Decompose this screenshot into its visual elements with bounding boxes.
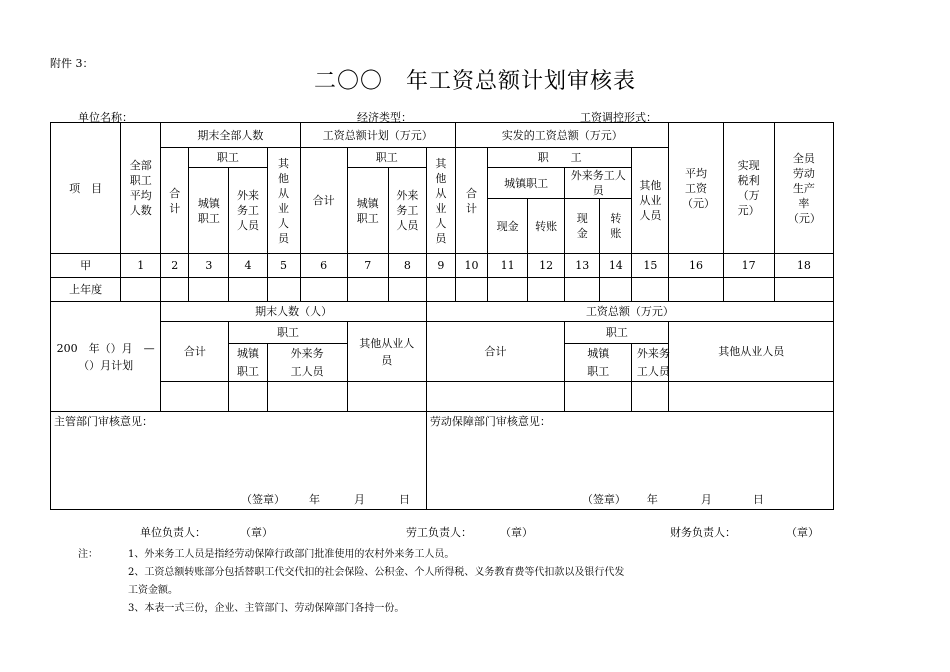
actual-other-header: 其他从业人员: [632, 148, 669, 254]
actual-migrant-cash-header: 现金: [565, 199, 600, 254]
labor-day: 日: [752, 493, 764, 506]
dept-month: 月: [354, 493, 365, 506]
index-cell: 1: [121, 254, 161, 278]
end-headcount-header: 期末全部人数: [161, 123, 300, 148]
finance-head-stamp: （章）: [786, 526, 819, 539]
index-cell: 6: [300, 254, 347, 278]
note-1: 1、外来务工人员是指经劳动保障行政部门批准使用的农村外来务工人员。: [128, 549, 455, 560]
plan-wage-migrant: 外来务工人员: [632, 344, 669, 382]
wage-control-label: 工资调控形式：: [580, 111, 657, 124]
labor-year: 年: [646, 493, 658, 506]
actual-staff-header: 职 工: [488, 148, 632, 168]
plan-headcount-urban: 城镇职工: [229, 344, 267, 382]
actual-urban-cash-header: 现金: [488, 199, 528, 254]
unit-name-label: 单位名称：: [78, 111, 133, 124]
dept-day: 日: [399, 493, 410, 506]
index-cell: 13: [565, 254, 600, 278]
index-cell: 8: [388, 254, 426, 278]
index-cell: 4: [229, 254, 267, 278]
index-cell: 7: [347, 254, 388, 278]
headcount-other-header: 其他从业人员: [267, 148, 300, 254]
actual-subtotal-header: 合计: [455, 148, 487, 254]
index-cell: 甲: [51, 254, 121, 278]
plan-wage-subtotal: 合计: [426, 322, 564, 382]
index-cell: 17: [723, 254, 774, 278]
dept-year: 年: [309, 493, 320, 506]
finance-head-label: 财务负责人：: [670, 526, 736, 539]
index-cell: 18: [774, 254, 833, 278]
actual-migrant-transfer-header: 转账: [600, 199, 632, 254]
productivity-header: 全员劳动生产率（元）: [774, 123, 833, 254]
index-cell: 16: [669, 254, 723, 278]
labor-opinion-label: 劳动保障部门审核意见：: [429, 415, 551, 428]
prev-year-label: 上年度: [51, 278, 121, 302]
plan-headcount-subtotal: 合计: [161, 322, 229, 382]
dept-seal: （签章）: [241, 493, 285, 506]
plan-migrant-header: 外来务工人员: [388, 168, 426, 254]
index-cell: 10: [455, 254, 487, 278]
plan-urban-header: 城镇职工: [347, 168, 388, 254]
labor-opinion-cell: [426, 412, 833, 510]
note-3: 3、本表一式三份，企业、主管部门、劳动保障部门各持一份。: [128, 603, 405, 614]
form-title: 二〇〇 年工资总额计划审核表: [313, 69, 636, 94]
headcount-urban-header: 城镇职工: [189, 168, 229, 254]
labor-seal: （签章）: [581, 493, 626, 506]
plan-headcount-header: 期末人数（人）: [161, 302, 427, 322]
plan-headcount-other: 其他从业人员: [347, 322, 426, 382]
index-row: [51, 254, 834, 278]
index-cell: 14: [600, 254, 632, 278]
actual-wage-header: 实发的工资总额（万元）: [455, 123, 669, 148]
prev-year-row: [51, 278, 834, 302]
headcount-subtotal-header: 合计: [161, 148, 189, 254]
actual-urban-transfer-header: 转账: [528, 199, 565, 254]
economy-type-label: 经济类型：: [357, 111, 412, 124]
avg-wage-header: 平均工资（元）: [669, 123, 723, 254]
wage-plan-table: [50, 122, 834, 510]
plan-headcount-migrant: 外来务工人员: [267, 344, 347, 382]
labor-head-label: 劳工负责人：: [406, 526, 472, 539]
plan-headcount-staff: 职工: [229, 322, 347, 344]
note-2: 2、工资总额转账部分包括替职工代交代扣的社会保险、公积金、个人所得税、义务教育费等代扣款以及银行代发: [128, 567, 625, 578]
index-cell: 15: [632, 254, 669, 278]
attachment-label: 附件 3：: [50, 57, 94, 70]
tax-profit-header: 实现税利（万元）: [723, 123, 774, 254]
unit-head-label: 单位负责人：: [140, 526, 206, 539]
index-cell: 9: [426, 254, 455, 278]
index-cell: 2: [161, 254, 189, 278]
actual-migrant-header: 外来务工人 员: [565, 168, 632, 199]
item-header: 项 目: [51, 123, 121, 254]
labor-head-stamp: （章）: [500, 526, 533, 539]
note-2-cont: 工资金额。: [128, 585, 178, 596]
notes-label: 注：: [78, 549, 98, 560]
plan-subtotal-header: 合计: [300, 148, 347, 254]
labor-month: 月: [700, 493, 712, 506]
headcount-staff-header: 职工: [189, 148, 267, 168]
index-cell: 11: [488, 254, 528, 278]
plan-other-header: 其他从业人员: [426, 148, 455, 254]
plan-wage-urban: 城镇职工: [565, 344, 632, 382]
dept-opinion-label: 主管部门审核意见：: [54, 415, 153, 428]
dept-opinion-cell: [51, 412, 427, 510]
plan-wage-other: 其他从业人员: [669, 322, 834, 382]
plan-wage-total-header: 工资总额（万元）: [426, 302, 833, 322]
actual-urban-header: 城镇职工: [488, 168, 565, 199]
plan-wage-staff: 职工: [565, 322, 669, 344]
plan-staff-header: 职工: [347, 148, 426, 168]
index-cell: 3: [189, 254, 229, 278]
unit-head-stamp: （章）: [240, 526, 273, 539]
total-staff-avg-header: 全部职工平均人数: [121, 123, 161, 254]
index-cell: 12: [528, 254, 565, 278]
plan-period-label: 200 年（）月 —（）月计划: [51, 302, 161, 412]
wage-plan-header: 工资总额计划（万元）: [300, 123, 455, 148]
index-cell: 5: [267, 254, 300, 278]
headcount-migrant-header: 外来务工人员: [229, 168, 267, 254]
plan-data-row: [51, 382, 834, 412]
